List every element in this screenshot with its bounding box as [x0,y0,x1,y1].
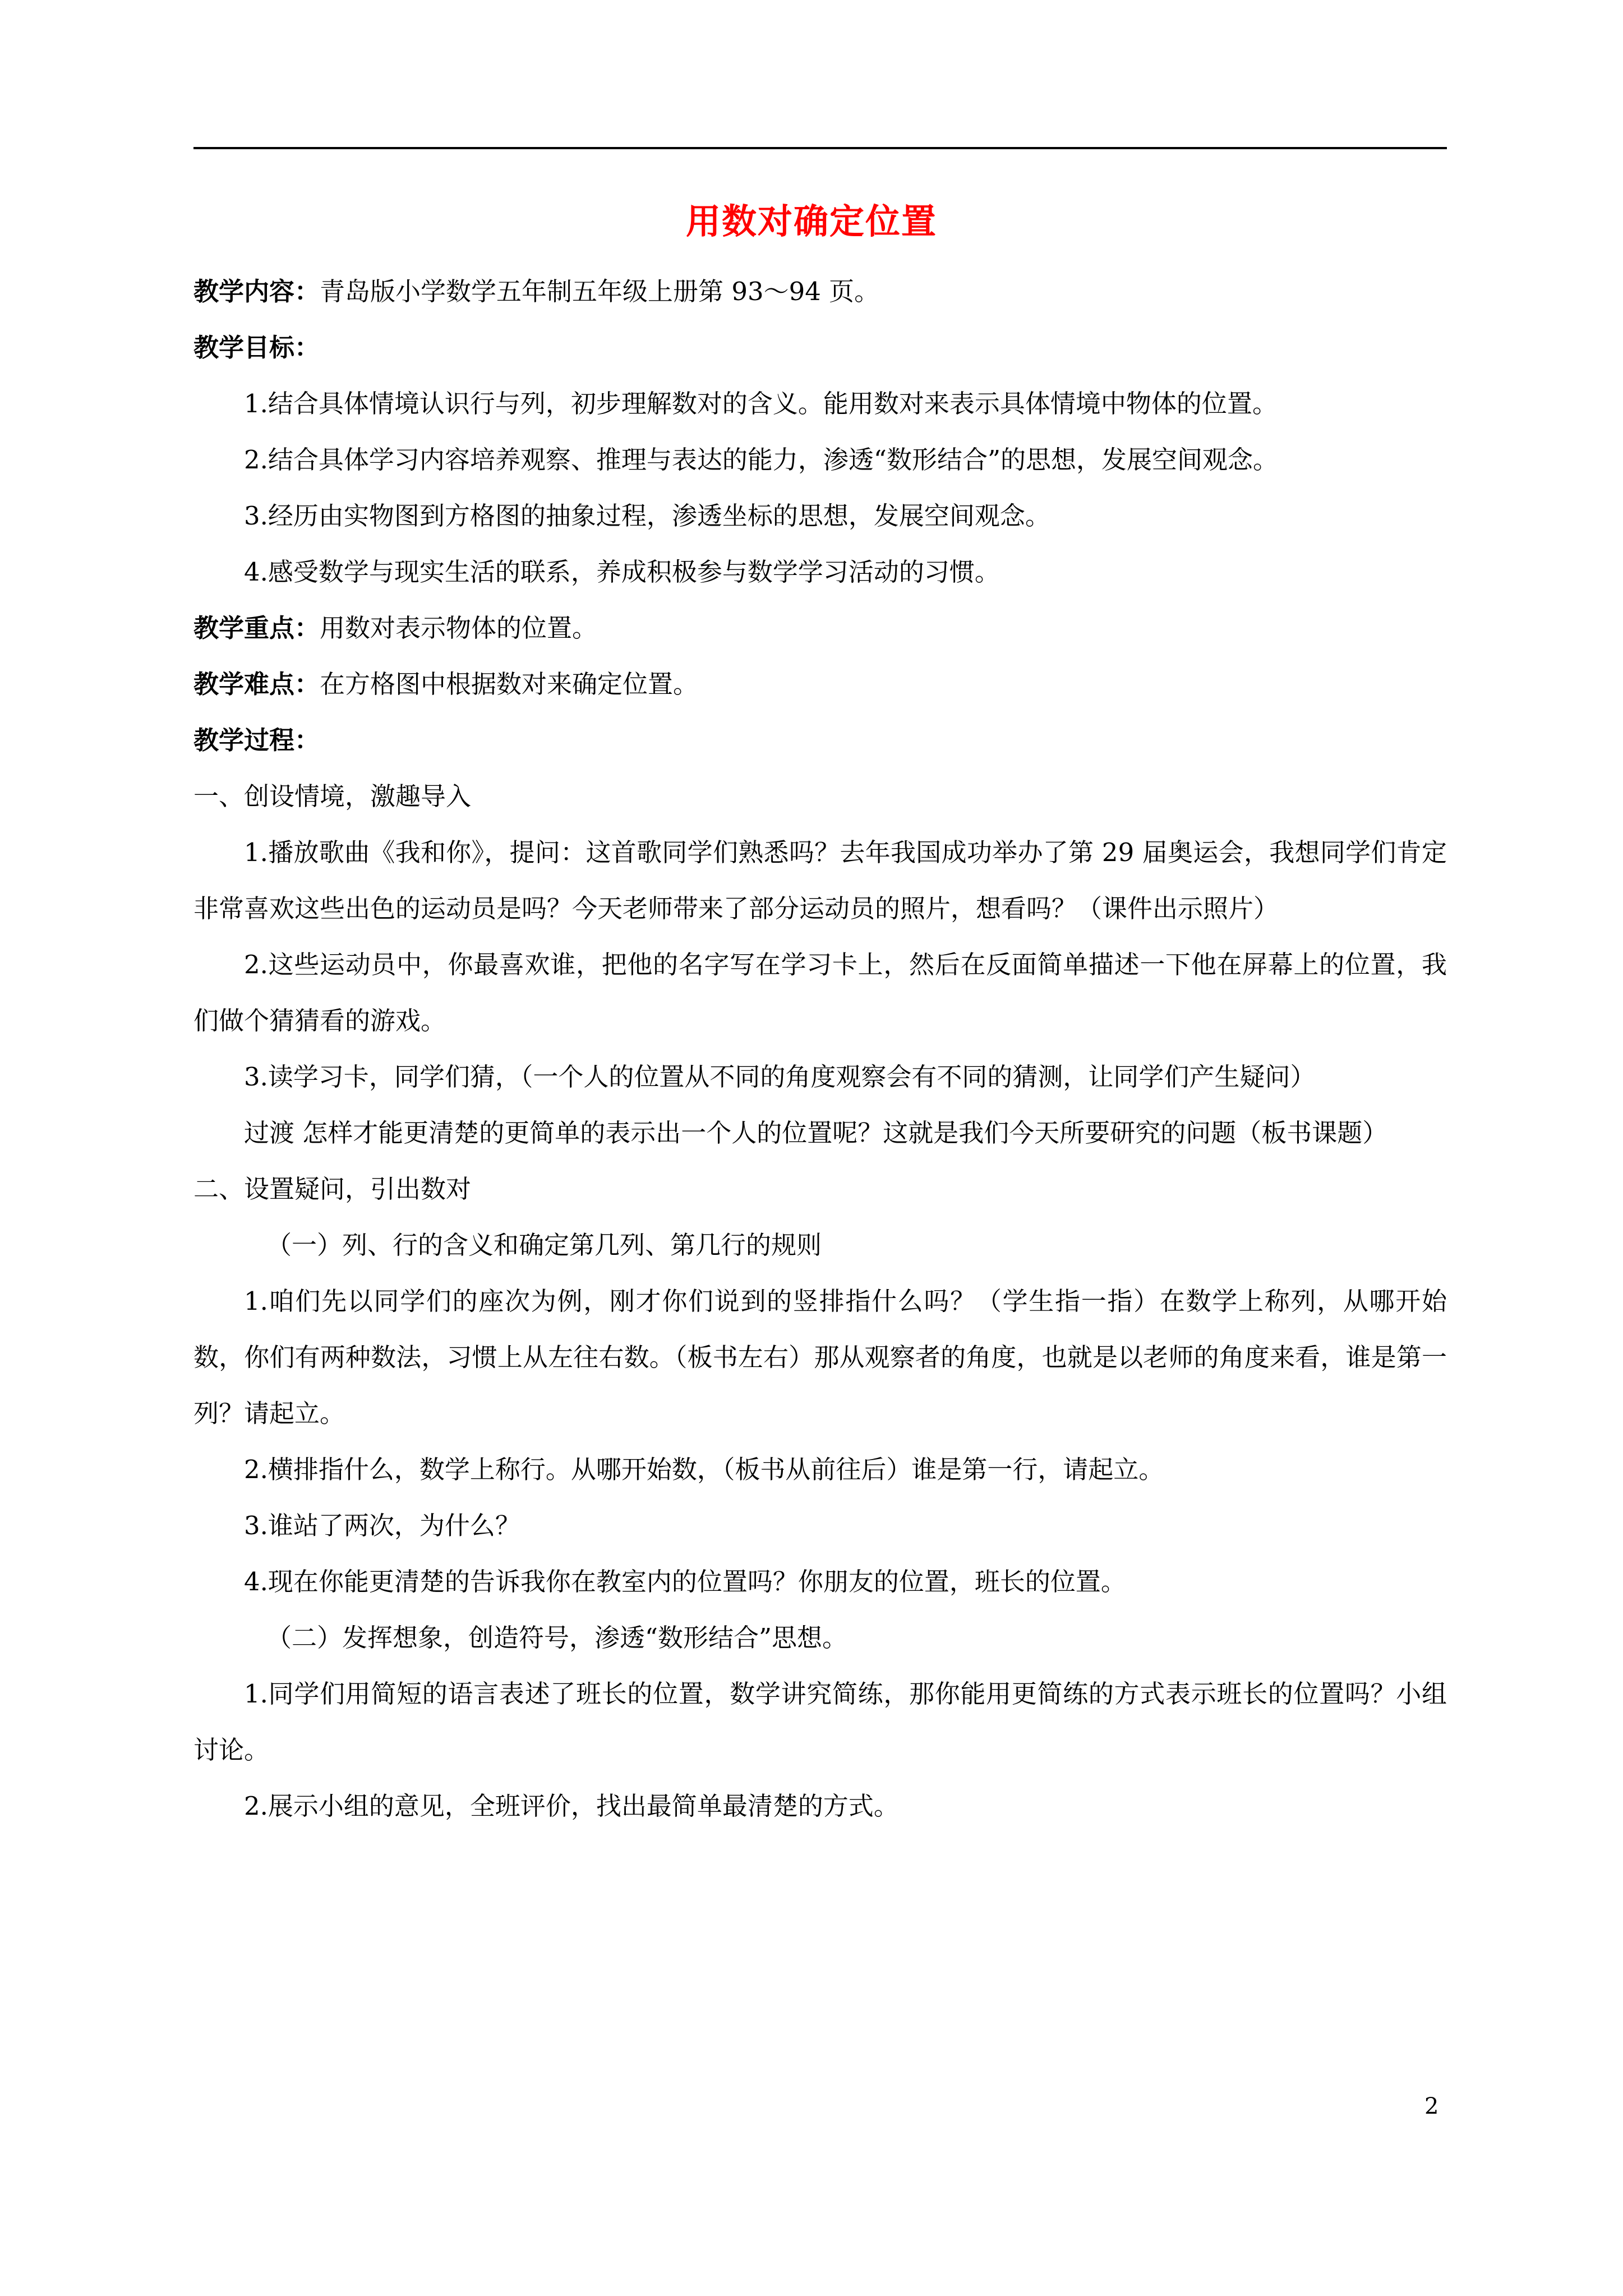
goal-item: 3.经历由实物图到方格图的抽象过程，渗透坐标的思想，发展空间观念。 [244,501,1050,531]
page-number: 2 [1424,2093,1439,2119]
section-item: 2.这些运动员中，你最喜欢谁，把他的名字写在学习卡上，然后在反面简单描述一下他在屏幕上的位置，我们做个猜猜看的游戏。 [193,950,1447,1036]
section-item: 1.播放歌曲《我和你》，提问：这首歌同学们熟悉吗？去年我国成功举办了第 29 届奥运会，我想同学们肯定非常喜欢这些出色的运动员是吗？今天老师带来了部分运动员的照片，想看吗？（课件出示照片） [193,838,1447,923]
difficulty-line [193,656,1447,712]
key-text: 用数对表示物体的位置。 [320,613,598,643]
goal-item: 1.结合具体情境认识行与列，初步理解数对的含义。能用数对来表示具体情境中物体的位置。 [244,389,1278,418]
content-line [193,264,1447,320]
section-item: 过渡 怎样才能更清楚的更简单的表示出一个人的位置呢？这就是我们今天所要研究的问题（板书课题） [244,1118,1388,1148]
goal-item: 4.感受数学与现实生活的联系，养成积极参与数学学习活动的习惯。 [244,557,1000,587]
subsection-item: 2.横排指什么，数学上称行。从哪开始数，（板书从前往后）谁是第一行，请起立。 [244,1455,1164,1484]
content-text: 青岛版小学数学五年制五年级上册第 93～94 页。 [320,277,880,306]
subsection-heading: （一）列、行的含义和确定第几列、第几行的规则 [266,1230,822,1260]
process-label: 教学过程： [193,725,320,755]
key-label: 教学重点： [193,613,320,643]
subsection-item: 1.同学们用简短的语言表述了班长的位置，数学讲究简练，那你能用更简练的方式表示班长的位置吗？小组讨论。 [193,1679,1447,1765]
key-line [193,600,1447,656]
goals-label: 教学目标： [193,333,320,362]
section-heading: 二、设置疑问，引出数对 [193,1174,472,1204]
subsection-item: 2.展示小组的意见，全班评价，找出最简单最清楚的方式。 [244,1791,899,1821]
header-rule [193,147,1447,149]
goal-item: 2.结合具体学习内容培养观察、推理与表达的能力，渗透“数形结合”的思想，发展空间观念。 [244,445,1278,475]
difficulty-text: 在方格图中根据数对来确定位置。 [320,669,699,699]
section-heading: 一、创设情境，激趣导入 [193,781,472,811]
page-title: 用数对确定位置 [685,201,937,242]
content-label: 教学内容： [193,277,320,306]
difficulty-label: 教学难点： [193,669,320,699]
subsection-heading: （二）发挥想象，创造符号，渗透“数形结合”思想。 [266,1623,848,1653]
section-item: 3.读学习卡，同学们猜，（一个人的位置从不同的角度观察会有不同的猜测，让同学们产生疑问） [244,1062,1316,1092]
document-body [193,264,1447,1834]
subsection-item: 4.现在你能更清楚的告诉我你在教室内的位置吗？你朋友的位置，班长的位置。 [244,1567,1126,1596]
subsection-item: 1.咱们先以同学们的座次为例，刚才你们说到的竖排指什么吗？（学生指一指）在数学上称列，从哪开始数，你们有两种数法，习惯上从左往右数。（板书左右）那从观察者的角度，也就是以老师的角度来看，谁是第一列？请起立。 [193,1286,1447,1428]
subsection-item: 3.谁站了两次，为什么？ [244,1511,520,1540]
